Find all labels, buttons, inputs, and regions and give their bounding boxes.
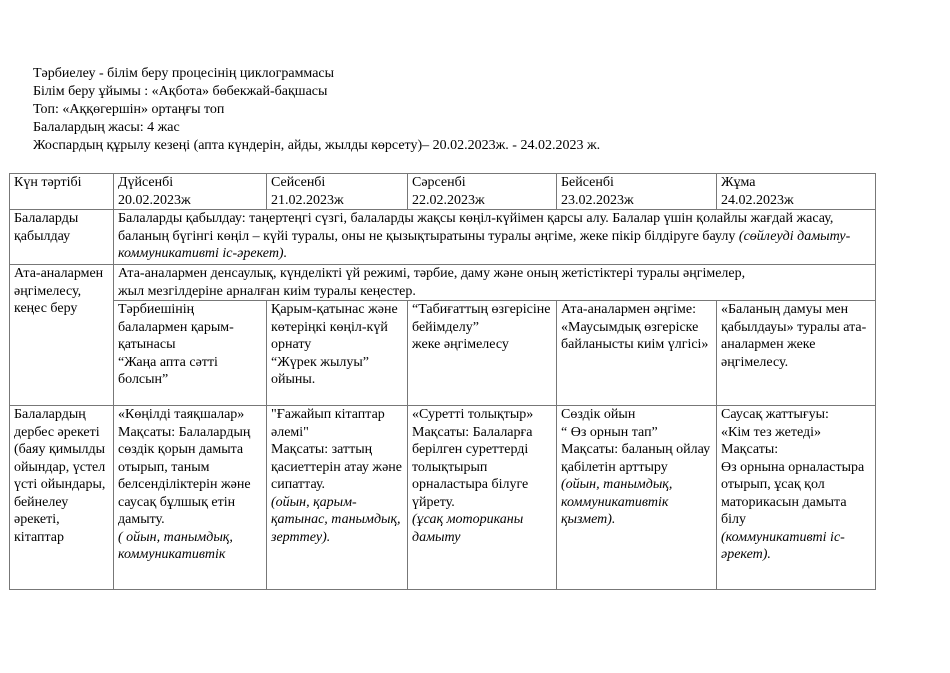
activity-note: ( ойын, танымдық, коммуникативтік xyxy=(118,529,233,562)
activity-note: (ойын, қарым-қатынас, танымдық, зерттеу). xyxy=(271,494,401,545)
table-header-row xyxy=(10,174,876,210)
activity-cell xyxy=(557,406,717,590)
row-label: Ата-аналармен әңгімелесу, кеңес беру xyxy=(10,265,114,406)
parents-general-text: Ата-аналармен денсаулық, күнделікті үй режимі, тәрбие, даму және оның жетістіктері туралы әңгімелер, жыл мезгілдеріне арналған киім туралы кеңестер. xyxy=(114,265,876,301)
activity-note: (коммуникативті іс-әрекет). xyxy=(721,529,845,562)
parents-cell: Қарым-қатынас және көтеріңкі көңіл-күй орнату “Жүрек жылуы” ойыны. xyxy=(267,301,408,406)
day-name: Бейсенбі xyxy=(561,175,614,190)
activity-cell xyxy=(114,406,267,590)
parents-cell: Ата-аналармен әңгіме: «Маусымдық өзгеріске байланысты киім үлгісі» xyxy=(557,301,717,406)
day-name: Сәрсенбі xyxy=(412,175,466,190)
reception-text: Балаларды қабылдау: таңертеңгі сүзгі, балаларды жақсы көңіл-күйімен қарсы алу. Балалар үшін қолайлы жағдай жасау, баланың бүгінгі көңіл – күйі туралы, оны не қызықтыратыны туралы әңгіме, жеке пікір білдіруге баулу xyxy=(118,211,834,244)
cyclogram-table xyxy=(9,173,876,590)
document-header-organization: Білім беру ұйымы : «Ақбота» бөбекжай-бақшасы xyxy=(33,84,328,99)
table-row-reception xyxy=(10,210,876,265)
day-date: 24.02.2023ж xyxy=(721,192,794,208)
day-name: Жұма xyxy=(721,175,756,190)
header-cell-day xyxy=(717,174,876,210)
activity-text: "Ғажайып кітаптар әлемі" Мақсаты: заттың қасиеттерін атау және сипаттау. xyxy=(271,407,403,492)
reception-description xyxy=(114,210,876,265)
activity-text: «Көңілді таяқшалар» Мақсаты: Балалардың сөздік қорын дамыта отырып, таным белсенділіктерін және саусақ бұлшық етін дамыту. xyxy=(118,407,251,527)
document-header-age: Балалардың жасы: 4 жас xyxy=(33,120,180,135)
reception-note: (сөйлеуді дамыту-коммуникативті іс-әрекет). xyxy=(118,228,851,261)
day-name: Дүйсенбі xyxy=(118,175,174,190)
table-row-parents-daily xyxy=(10,301,876,406)
header-cell-day xyxy=(408,174,557,210)
header-cell-day xyxy=(267,174,408,210)
activity-cell xyxy=(267,406,408,590)
activity-cell xyxy=(408,406,557,590)
day-date: 20.02.2023ж xyxy=(118,192,191,208)
table-row-parents-general xyxy=(10,265,876,301)
document-header-title: Тәрбиелеу - білім беру процесінің циклограммасы xyxy=(33,66,335,81)
document-header-period: Жоспардың құрылу кезеңі (апта күндерін, айды, жылды көрсету)– 20.02.2023ж. - 24.02.2023 ж. xyxy=(33,138,601,153)
activity-text: Саусақ жаттығуы: «Кім тез жетеді» Мақсаты: Өз орнына орналастыра отырып, ұсақ қол маторикасын дамыта білу xyxy=(721,407,865,527)
document-header-group: Топ: «Аққөгершін» ортаңғы топ xyxy=(33,102,225,117)
activity-note: (ойын, танымдық, коммуникативтік қызмет). xyxy=(561,477,673,527)
table-row-activity xyxy=(10,406,876,590)
day-date: 23.02.2023ж xyxy=(561,192,634,208)
activity-text: Сөздік ойын “ Өз орнын тап” Мақсаты: баланың ойлау қабілетін арттыру xyxy=(561,407,711,475)
parents-cell: “Табиғаттың өзгерісіне бейімделу” жеке әңгімелесу xyxy=(408,301,557,406)
day-date: 21.02.2023ж xyxy=(271,192,344,208)
day-name: Сейсенбі xyxy=(271,175,326,190)
parents-cell: «Баланың дамуы мен қабылдауы» туралы ата-аналармен жеке әңгімелесу. xyxy=(717,301,876,406)
parents-cell: Тәрбиешінің балалармен қарым-қатынасы “Жаңа апта сәтті болсын” xyxy=(114,301,267,406)
day-date: 22.02.2023ж xyxy=(412,192,485,208)
row-label: Балаларды қабылдау xyxy=(10,210,114,265)
header-cell-day xyxy=(114,174,267,210)
header-cell-schedule: Күн тәртібі xyxy=(10,174,114,210)
activity-note: (ұсақ моториканы дамыту xyxy=(412,512,524,545)
row-label: Балалардың дербес әрекеті (баяу қимылды ойындар, үстел үсті ойындары, бейнелеу әрекеті, кітаптар xyxy=(10,406,114,590)
header-cell-day xyxy=(557,174,717,210)
activity-cell xyxy=(717,406,876,590)
activity-text: «Суретті толықтыр» Мақсаты: Балаларға берілген суреттерді толықтырып орналастыра білуге үйрету. xyxy=(412,407,534,510)
